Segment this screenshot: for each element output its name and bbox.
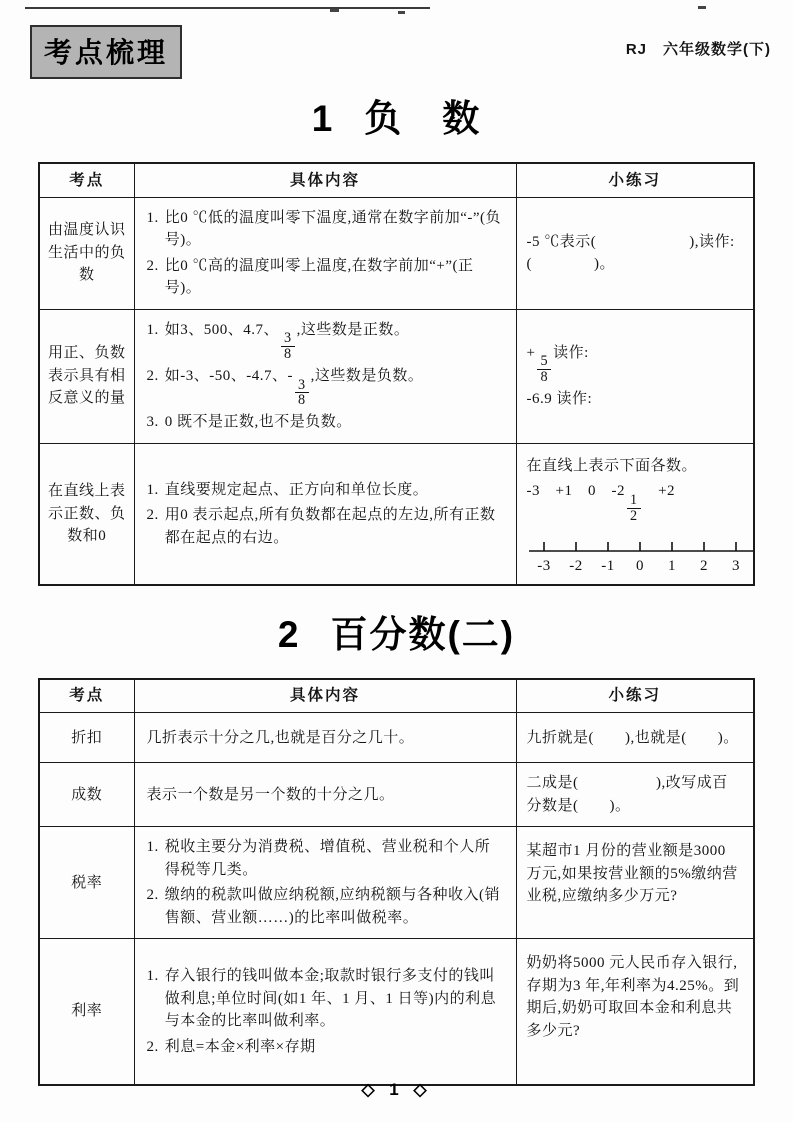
column-header: 具体内容	[134, 679, 516, 713]
section-title	[0, 96, 793, 142]
text-line: -3 +1 0 -2 $\frac{1}{2}$ +2	[526, 483, 676, 524]
column-header: 小练习	[516, 163, 754, 197]
fraction-numerator: 3	[281, 331, 295, 347]
list-number: 1.	[146, 481, 159, 498]
keypoint-cell: 用正、负数表示具有相反意义的量	[39, 309, 134, 443]
fraction	[627, 493, 641, 524]
column-header: 小练习	[516, 679, 754, 713]
fraction-denominator: 8	[297, 392, 306, 409]
list-number: 1.	[146, 321, 159, 338]
scan-speck	[330, 9, 339, 12]
number-line-label: -2	[568, 557, 583, 574]
column-header: 具体内容	[134, 163, 516, 197]
table-row	[39, 197, 754, 309]
list-text: 如-3、-50、-4.7、- $\frac{3}{8}$ ,这些数是负数。	[164, 367, 424, 409]
number-line	[527, 534, 755, 578]
list-number: 2.	[146, 367, 159, 384]
text-line: 某超市1 月份的营业额是3000 万元,如果按营业额的5%缴纳营业税,应缴纳多少万元?	[526, 843, 738, 905]
content-cell	[134, 713, 516, 763]
table-row	[39, 713, 754, 763]
practice-cell	[516, 939, 754, 1085]
fraction-denominator: 2	[629, 507, 638, 524]
column-header: 考点	[39, 163, 134, 197]
section-title-text: 负 数	[364, 98, 482, 139]
list-text: 如3、500、4.7、 $\frac{3}{8}$ ,这些数是正数。	[164, 321, 410, 362]
table-row	[39, 827, 754, 939]
section-title-text: 百分数(二)	[330, 613, 516, 655]
table-row	[39, 309, 754, 443]
list-number: 2.	[146, 1038, 159, 1055]
list-item	[147, 504, 504, 549]
list-item	[147, 411, 504, 434]
text-line: 二成是( ),改写成百分数是( )。	[526, 775, 728, 814]
header-row	[39, 679, 754, 713]
content-cell	[134, 197, 516, 309]
number-line-label: 2	[699, 557, 708, 574]
number-line-label: 1	[667, 557, 676, 574]
keypoint-cell: 在直线上表示正数、负数和0	[39, 443, 134, 584]
scan-artifact-line	[25, 7, 430, 9]
column-header: 考点	[39, 679, 134, 713]
section-number: 2	[277, 613, 301, 655]
table-row	[39, 443, 754, 584]
fraction-denominator: 8	[540, 369, 549, 386]
keypoint-cell: 由温度认识生活中的负数	[39, 197, 134, 309]
list-text: 税收主要分为消费税、增值税、营业税和个人所得税等几类。	[164, 839, 491, 878]
edition-label: RJ 六年级数学(下)	[625, 41, 771, 58]
practice-cell	[516, 713, 754, 763]
text-line: -5 ℃表示( ),读作:( )。	[526, 233, 735, 272]
list-text: 缴纳的税款叫做应纳税额,应纳税额与各种收入(销售额、营业额……)的比率叫做税率。	[164, 887, 500, 926]
fraction-denominator: 8	[284, 346, 292, 362]
table-row	[39, 763, 754, 827]
text-line: 表示一个数是另一个数的十分之几。	[146, 786, 395, 803]
list-text: 直线要规定起点、正方向和单位长度。	[164, 481, 429, 498]
keypoint-cell: 成数	[39, 763, 134, 827]
keypoint-cell: 税率	[39, 827, 134, 939]
list-item	[147, 884, 504, 929]
fraction	[281, 331, 295, 362]
number-line-label: -3	[536, 557, 551, 574]
list-item	[147, 1036, 504, 1059]
review-badge: 考点梳理	[30, 25, 182, 79]
list-text: 存入银行的钱叫做本金;取款时银行多支付的钱叫做利息;单位时间(如1 年、1 月、1 日等)内的利息与本金的比率叫做利率。	[164, 968, 497, 1030]
list-number: 3.	[146, 414, 159, 431]
list-item	[147, 836, 504, 881]
keypoints-table-2	[38, 678, 755, 1086]
list-number: 1.	[146, 209, 159, 226]
list-item	[147, 965, 504, 1033]
content-cell	[134, 443, 516, 584]
section-title	[0, 612, 793, 658]
fraction	[295, 378, 309, 409]
keypoints-table-1	[38, 162, 755, 586]
list-item	[147, 479, 504, 502]
list-number: 2.	[146, 257, 159, 274]
number-line-label: 3	[731, 557, 740, 574]
section-1	[0, 96, 793, 586]
keypoint-cell: 折扣	[39, 713, 134, 763]
practice-cell	[516, 309, 754, 443]
list-text: 比0 ℃低的温度叫零下温度,通常在数字前加“-”(负号)。	[164, 209, 502, 248]
keypoint-cell: 利率	[39, 939, 134, 1085]
list-text: 0 既不是正数,也不是负数。	[164, 414, 352, 431]
text-line: + $\frac{5}{8}$ 读作:	[526, 344, 589, 386]
list-item	[147, 319, 504, 362]
list-number: 2.	[146, 507, 159, 524]
number-line-label: -1	[600, 557, 615, 574]
sections-container	[0, 96, 793, 1086]
text-line: -6.9 读作:	[526, 391, 593, 408]
content-cell	[134, 763, 516, 827]
list-item	[147, 207, 504, 252]
list-text: 比0 ℃高的温度叫零上温度,在数字前加“+”(正号)。	[164, 257, 474, 296]
content-cell	[134, 309, 516, 443]
text-line: 在直线上表示下面各数。	[526, 457, 698, 474]
fraction-numerator: 1	[627, 493, 641, 509]
list-item	[147, 365, 504, 408]
fraction	[537, 354, 551, 385]
practice-cell	[516, 197, 754, 309]
scan-speck	[698, 6, 706, 9]
text-line: 几折表示十分之几,也就是百分之几十。	[146, 729, 415, 746]
content-cell	[134, 827, 516, 939]
section-number: 1	[311, 98, 335, 139]
fraction-numerator: 3	[295, 378, 309, 394]
list-number: 2.	[146, 887, 159, 904]
list-number: 1.	[146, 839, 159, 856]
practice-cell	[516, 827, 754, 939]
list-text: 利息=本金×利率×存期	[164, 1038, 316, 1055]
list-item	[147, 255, 504, 300]
header-row	[39, 163, 754, 197]
practice-cell	[516, 763, 754, 827]
page-number: ◇ 1 ◇	[361, 1080, 432, 1099]
fraction-numerator: 5	[537, 354, 551, 370]
list-number: 1.	[146, 968, 159, 985]
content-cell	[134, 939, 516, 1085]
text-line: 奶奶将5000 元人民币存入银行,存期为3 年,年利率为4.25%。到期后,奶奶可取回本金和利息共多少元?	[526, 955, 740, 1039]
table-row	[39, 939, 754, 1085]
scan-speck	[398, 11, 405, 14]
text-line: 九折就是( ),也就是( )。	[526, 729, 739, 746]
section-2	[0, 612, 793, 1086]
practice-cell	[516, 443, 754, 584]
number-line-label: 0	[635, 557, 644, 574]
list-text: 用0 表示起点,所有负数都在起点的左边,所有正数都在起点的右边。	[164, 507, 496, 546]
